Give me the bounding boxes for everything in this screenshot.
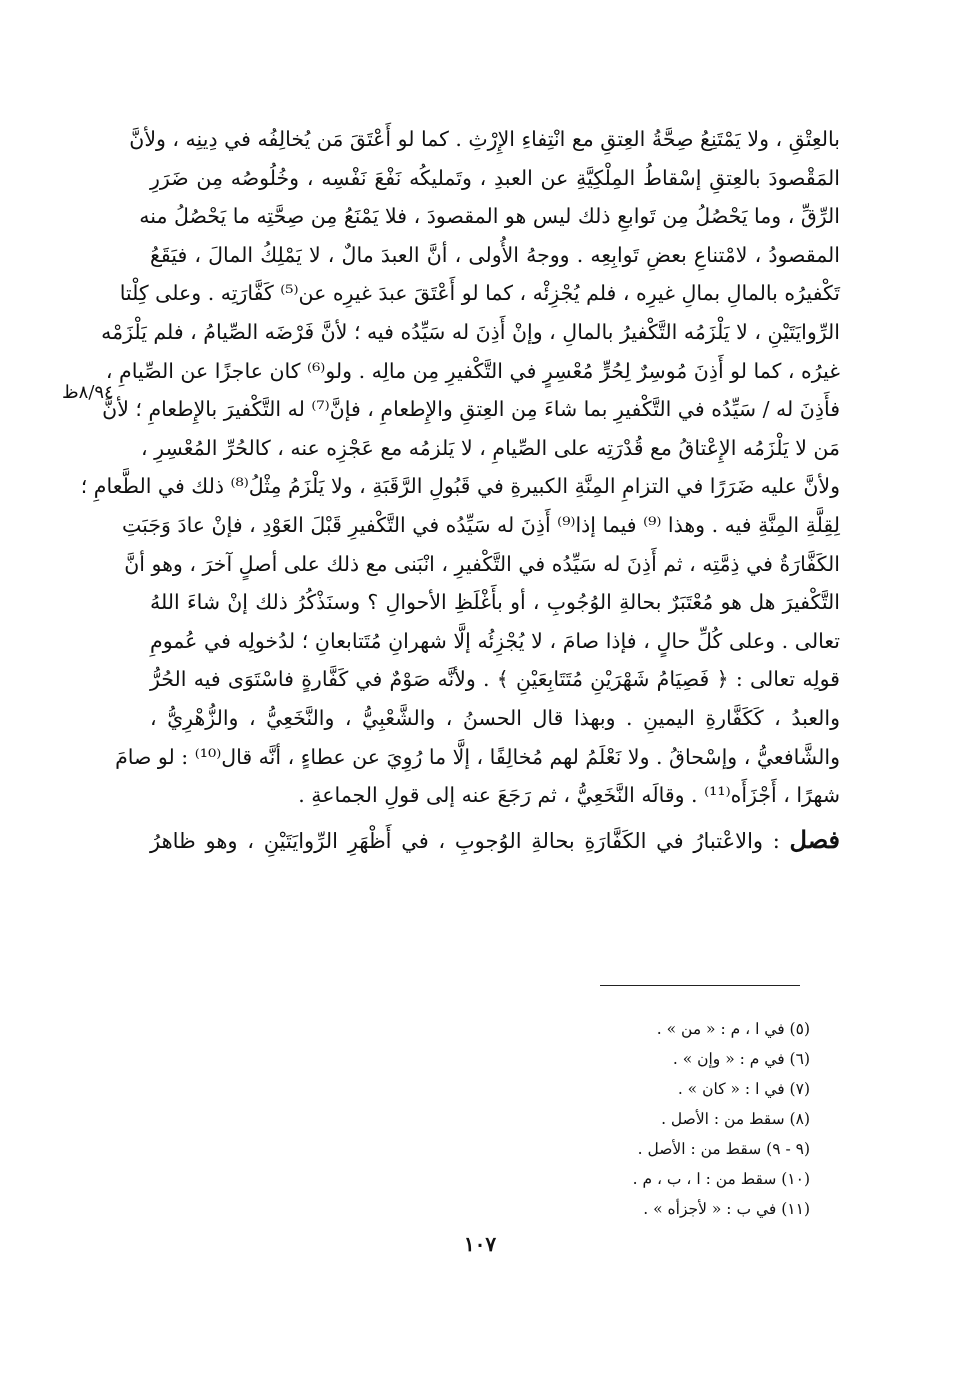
footnote-item: (٨) سقط من : الأصل .: [661, 1110, 810, 1128]
fasl-heading: فصل: [789, 824, 840, 854]
footnote-item: (١١) في ب : « لأجزأه » .: [643, 1200, 810, 1218]
text-line: بالعِتْقِ ، ولا يَمْتَنِعُ صِحَّةُ العِتقِ مع انْتِفاءِ الإِرْثِ . كما لو أَعْتَقَ مَن يُخالِفُه في دِينِه ، ولأنَّ: [129, 127, 840, 151]
text-line: قولِه تعالى : ﴿ فَصِيَامُ شَهْرَيْنِ مُتَتَابِعَيْنِ ﴾ . ولأنَّه صَوْمٌ في كَفَّارةٍ فاسْتَوَى فيه الحُرُّ: [150, 667, 840, 692]
text-line: تعالى . وعلى كُلِّ حالٍ ، فإذا صامَ ، لا يُجْزِئُه إلَّا شهرانِ مُتَتابعانِ ؛ لدُخولِه في عُمومِ: [150, 628, 840, 653]
text-line: والعبدُ ، كَكَفَّارةِ اليمينِ . وبهذا قال الحسنُ ، والشَّعْبِيُّ ، والنَّخَعِيُّ ، والزُّهْرِيُّ ،: [150, 705, 840, 730]
text-line: ولأنَّ عليه ضَرَرًا في التزامِ المِنَّةِ الكبيرةِ في قَبُولِ الرَّقَبَةِ ، ولا يَلْزَمُ مِثْلُ⁽⁸⁾ ذلك في الطَّعامِ ؛: [80, 474, 840, 499]
text-line: شهرًا ، أَجْزَأَه⁽¹¹⁾ . وقالَه النَّخَعِيُّ ، ثم رَجَعَ عنه إلى قولِ الجماعةِ .: [298, 783, 840, 808]
text-line: لِقِلَّةِ المِنَّةِ فيه . وهذا ⁽⁹⁾ فيما إذا⁽⁹⁾ أَذِنَ له سَيِّدُه في التَّكْفيرِ قَبْلَ العَوْدِ ، فإنْ عادَ وَجَبَتِ: [122, 512, 840, 537]
footnotes: [450, 1014, 810, 1224]
text-line: والشَّافعيُّ ، وإسْحاقُ . ولا نَعْلَمُ لهم مُخالِفًا ، إلَّا ما رُوِيَ عن عطاءٍ ، أنَّه قال⁽¹⁰⁾ : لو صامَ: [115, 744, 840, 769]
footnote-divider: [600, 985, 800, 986]
footnote-item: (٧) في ا : « كان » .: [677, 1080, 810, 1098]
text-line: الرِّوايَتَيْنِ ، لا يَلْزَمُه التَّكْفيرُ بالمالِ ، وإنْ أَذِنَ له سَيِّدُه فيه ؛ لأنَّ فَرْضَه الصِّيامُ ، فلم يَلْزَمْه: [101, 319, 840, 344]
fasl-line: [150, 821, 840, 860]
text-line: تَكْفيرُه بالمالِ بمالِ غيرِه ، فلم يُجْزِئْه ، كما لو أَعْتَقَ عبدَ غيرِه عن⁽⁵⁾ كَفَّارَتِه . وعلى كِلْتا: [119, 281, 840, 306]
footnote-item: (٥) في ا ، م : « من » .: [656, 1020, 810, 1038]
footnote-item: (٩ - ٩) سقط من : الأصل .: [637, 1140, 810, 1158]
fasl-text: : والاعْتبارُ في الكَفَّارَةِ بحالةِ الوُجوبِ ، في أَظْهَرِ الرِّوايَتَيْنِ ، وهو ظاهرُ: [150, 828, 780, 853]
text-line: المقصودُ ، لامْتناعِ بعضِ تَوابِعِه . ووجهُ الأُولى ، أنَّ العبدَ مالٌ ، لا يَمْلِكُ المالَ ، فيَقَعُ: [150, 242, 840, 267]
footnote-item: (١٠) سقط من : ا ، ب ، م .: [632, 1170, 810, 1188]
footnote-item: (٦) في م : « وإن » .: [672, 1050, 810, 1068]
page-number: ١٠٧: [463, 1232, 497, 1256]
text-line: غيرُه ، كما لو أَذِنَ مُوسِرٌ لِحُرٍّ مُعْسِرٍ في التَّكْفيرِ مِن مالِه . ولو⁽⁶⁾ كان عاجزًا عن الصِّيامِ ،: [105, 358, 840, 383]
margin-folio-note: ٨/٩٤ظ: [62, 382, 114, 403]
text-line: الكَفَّارَةُ في ذِمَّتِه ، ثم أَذِنَ له سَيِّدُه في التَّكْفيرِ ، انْبَنى مع ذلك على أصلٍ آخرَ ، وهو أنَّ: [124, 551, 840, 576]
text-line: المَقْصودَ بالعِتقِ إسْقاطُ المِلْكِيَّةِ عن العبدِ ، وتَمليكُه نَفْعَ نَفْسِه ، وخُلُوصُه مِن ضَرَرِ: [150, 165, 840, 190]
text-line: مَن لا يَلْزَمُه الإِعْتاقُ مع قُدْرَتِه على الصِّيامِ ، لا يَلزمُه مع عَجْزِه عنه ، كالحُرِّ المُعْسِرِ ،: [141, 435, 840, 460]
text-line: الرِّقِّ ، وما يَحْصُلُ مِن تَوابعِ ذلك ليس هو المقصودَ ، فلا يَمْنَعُ مِن صِحَّتِه ما يَحْصُلُ منه: [139, 204, 840, 229]
text-line: التَّكْفيرَ هل هو مُعْتَبَرٌ بحالةِ الوُجُوبِ ، أو بأَغْلَظِ الأحوالِ ؟ وسنَذْكُرُ ذلك إنْ شاءَ اللهُ: [150, 590, 840, 615]
text-line: فأَذِنَ له / سَيِّدُه في التَّكْفيرِ بما شاءَ مِن العِتقِ والإِطعامِ ، فإنَّ⁽⁷⁾ له التَّكْفيرَ بالإِطعامِ ؛ لأنَّ: [102, 397, 840, 422]
